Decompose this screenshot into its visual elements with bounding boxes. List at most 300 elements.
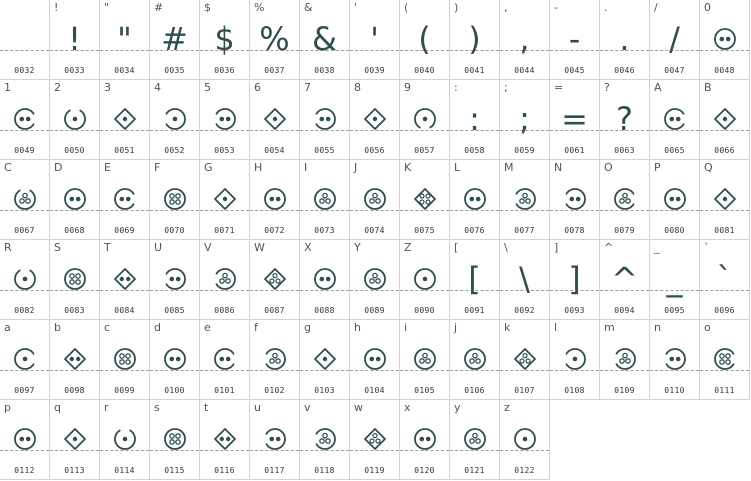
glyph-key-label: ] — [554, 241, 559, 254]
glyph-code: 0120 — [414, 466, 435, 475]
glyph-code: 0114 — [114, 466, 135, 475]
glyph-key-label: ` — [704, 241, 710, 254]
circle-dots-icon — [300, 256, 349, 302]
glyph-cell — [200, 400, 250, 480]
glyph-cell — [100, 0, 150, 80]
glyph-cell — [400, 160, 450, 240]
glyph-cell — [100, 80, 150, 160]
circle-dots-icon — [600, 336, 649, 382]
glyph-code: 0052 — [164, 146, 185, 155]
glyph-key-label: . — [604, 1, 608, 14]
glyph-key-label: v — [304, 401, 311, 414]
glyph-character: % — [259, 20, 290, 58]
glyph-key-label: 9 — [404, 81, 411, 94]
glyph-key-label: ! — [54, 1, 59, 14]
glyph-code: 0108 — [564, 386, 585, 395]
glyph-character: \ — [519, 260, 530, 298]
glyph-cell — [300, 240, 350, 320]
glyph-code: 0091 — [464, 306, 485, 315]
glyph-key-label: " — [104, 1, 110, 14]
glyph-cell — [650, 0, 700, 80]
glyph-key-label: H — [254, 161, 263, 174]
glyph-key-label: x — [404, 401, 411, 414]
glyph-character: $ — [214, 20, 235, 58]
circle-dots-icon — [200, 256, 249, 302]
glyph-cell — [700, 0, 750, 80]
glyph-cell — [600, 0, 650, 80]
glyph-key-label: V — [204, 241, 212, 254]
glyph-key-label: z — [504, 401, 510, 414]
glyph-key-label: y — [454, 401, 461, 414]
glyph-key-label: - — [554, 1, 558, 14]
glyph-code: 0118 — [314, 466, 335, 475]
glyph-cell — [350, 160, 400, 240]
glyph-code: 0055 — [314, 146, 335, 155]
glyph-key-label: s — [154, 401, 160, 414]
glyph-key-label: _ — [654, 241, 660, 254]
glyph-key-label: S — [54, 241, 61, 254]
glyph-code: 0071 — [214, 226, 235, 235]
glyph-code: 0044 — [514, 66, 535, 75]
circle-dots-icon — [500, 416, 549, 462]
glyph-code: 0068 — [64, 226, 85, 235]
glyph-key-label: m — [604, 321, 615, 334]
circle-dots-icon — [150, 256, 199, 302]
glyph-cell — [300, 160, 350, 240]
glyph-key-label: u — [254, 401, 261, 414]
glyph-code: 0053 — [214, 146, 235, 155]
glyph-character: ! — [68, 20, 81, 58]
diamond-dots-icon — [300, 336, 349, 382]
glyph-code: 0045 — [564, 66, 585, 75]
circle-dots-icon — [500, 176, 549, 222]
glyph-cell — [250, 0, 300, 80]
glyph-code: 0109 — [614, 386, 635, 395]
glyph-character: / — [669, 20, 680, 58]
glyph-key-label: l — [554, 321, 558, 334]
glyph-cell — [550, 320, 600, 400]
glyph-key-label: ? — [604, 81, 610, 94]
glyph-code: 0050 — [64, 146, 85, 155]
glyph-code: 0059 — [514, 146, 535, 155]
circle-dots-icon — [350, 256, 399, 302]
circle-dots-icon — [100, 176, 149, 222]
glyph-key-label: d — [154, 321, 161, 334]
glyph-code: 0095 — [664, 306, 685, 315]
glyph-key-label: p — [4, 401, 11, 414]
glyph-code: 0074 — [364, 226, 385, 235]
circle-dots-icon — [700, 16, 749, 62]
circle-dots-icon — [650, 96, 699, 142]
glyph-code: 0066 — [714, 146, 735, 155]
glyph-code: 0119 — [364, 466, 385, 475]
glyph-character: ; — [519, 100, 530, 138]
glyph-key-label: P — [654, 161, 661, 174]
glyph-code: 0057 — [414, 146, 435, 155]
glyph-key-label: # — [154, 1, 164, 14]
glyph-code: 0096 — [714, 306, 735, 315]
glyph-cell — [350, 400, 400, 480]
glyph-code: 0073 — [314, 226, 335, 235]
glyph-key-label: A — [654, 81, 662, 94]
glyph-key-label: 7 — [304, 81, 311, 94]
glyph-cell — [550, 160, 600, 240]
glyph-cell — [200, 160, 250, 240]
glyph-key-label: % — [254, 1, 265, 14]
glyph-key-label: k — [504, 321, 511, 334]
glyph-key-label: L — [454, 161, 461, 174]
circle-dots-icon — [50, 176, 99, 222]
glyph-code: 0097 — [14, 386, 35, 395]
diamond-dots-icon — [350, 416, 399, 462]
glyph-cell — [100, 240, 150, 320]
glyph-cell — [0, 240, 50, 320]
glyph-cell — [400, 240, 450, 320]
glyph-cell — [50, 80, 100, 160]
diamond-dots-icon — [350, 96, 399, 142]
glyph-code: 0075 — [414, 226, 435, 235]
glyph-cell — [400, 0, 450, 80]
glyph-code: 0033 — [64, 66, 85, 75]
diamond-dots-icon — [250, 96, 299, 142]
circle-dots-icon — [100, 416, 149, 462]
glyph-cell — [600, 160, 650, 240]
glyph-cell — [50, 0, 100, 80]
glyph-cell — [0, 160, 50, 240]
glyph-code: 0113 — [64, 466, 85, 475]
circle-dots-icon — [250, 176, 299, 222]
diamond-dots-icon — [250, 256, 299, 302]
glyph-code: 0041 — [464, 66, 485, 75]
glyph-character: ^ — [611, 260, 638, 298]
glyph-key-label: ) — [454, 1, 459, 14]
glyph-code: 0076 — [464, 226, 485, 235]
circle-dots-icon — [250, 336, 299, 382]
glyph-cell — [250, 320, 300, 400]
glyph-cell — [300, 320, 350, 400]
glyph-key-label: e — [204, 321, 211, 334]
glyph-code: 0065 — [664, 146, 685, 155]
circle-dots-icon — [700, 336, 749, 382]
glyph-code: 0061 — [564, 146, 585, 155]
circle-dots-icon — [150, 416, 199, 462]
glyph-key-label: T — [104, 241, 111, 254]
circle-dots-icon — [150, 96, 199, 142]
diamond-dots-icon — [200, 416, 249, 462]
glyph-code: 0088 — [314, 306, 335, 315]
glyph-code: 0117 — [264, 466, 285, 475]
glyph-cell — [50, 160, 100, 240]
glyph-cell — [350, 80, 400, 160]
glyph-code: 0101 — [214, 386, 235, 395]
glyph-character: ) — [468, 20, 481, 58]
glyph-key-label: ' — [354, 1, 358, 14]
glyph-code: 0090 — [414, 306, 435, 315]
circle-dots-icon — [550, 176, 599, 222]
glyph-cell — [250, 80, 300, 160]
circle-dots-icon — [0, 176, 49, 222]
glyph-cell — [500, 400, 550, 480]
glyph-cell — [300, 400, 350, 480]
glyph-code: 0069 — [114, 226, 135, 235]
glyph-cell — [700, 160, 750, 240]
glyph-code: 0078 — [564, 226, 585, 235]
diamond-dots-icon — [100, 96, 149, 142]
glyph-code: 0077 — [514, 226, 535, 235]
glyph-cell — [600, 80, 650, 160]
glyph-cell — [700, 80, 750, 160]
glyph-cell — [550, 80, 600, 160]
glyph-key-label: w — [354, 401, 363, 414]
glyph-cell — [500, 160, 550, 240]
diamond-dots-icon — [500, 336, 549, 382]
glyph-cell — [150, 320, 200, 400]
glyph-key-label: Z — [404, 241, 412, 254]
glyph-cell — [500, 80, 550, 160]
glyph-code: 0102 — [264, 386, 285, 395]
glyph-key-label: q — [54, 401, 61, 414]
glyph-key-label: = — [554, 81, 564, 94]
glyph-code: 0072 — [264, 226, 285, 235]
glyph-key-label: i — [404, 321, 408, 334]
glyph-code: 0081 — [714, 226, 735, 235]
glyph-code: 0032 — [14, 66, 35, 75]
glyph-key-label: K — [404, 161, 412, 174]
glyph-cell — [250, 400, 300, 480]
glyph-code: 0051 — [114, 146, 135, 155]
circle-dots-icon — [300, 96, 349, 142]
glyph-code: 0087 — [264, 306, 285, 315]
glyph-key-label: F — [154, 161, 161, 174]
glyph-code: 0099 — [114, 386, 135, 395]
glyph-cell — [350, 240, 400, 320]
circle-dots-icon — [100, 336, 149, 382]
glyph-key-label: a — [4, 321, 11, 334]
glyph-key-label: f — [254, 321, 258, 334]
glyph-key-label: [ — [454, 241, 459, 254]
glyph-code: 0079 — [614, 226, 635, 235]
glyph-key-label: E — [104, 161, 111, 174]
glyph-key-label: D — [54, 161, 63, 174]
glyph-character: - — [568, 20, 581, 58]
circle-dots-icon — [50, 96, 99, 142]
glyph-code: 0110 — [664, 386, 685, 395]
circle-dots-icon — [50, 256, 99, 302]
glyph-cell — [100, 400, 150, 480]
glyph-cell — [650, 80, 700, 160]
glyph-cell — [250, 240, 300, 320]
glyph-code: 0039 — [364, 66, 385, 75]
circle-dots-icon — [450, 176, 499, 222]
glyph-key-label: h — [354, 321, 361, 334]
glyph-code: 0086 — [214, 306, 235, 315]
glyph-code: 0056 — [364, 146, 385, 155]
glyph-code: 0040 — [414, 66, 435, 75]
glyph-key-label: B — [704, 81, 712, 94]
glyph-key-label: M — [504, 161, 514, 174]
diamond-dots-icon — [50, 336, 99, 382]
glyph-cell — [100, 160, 150, 240]
glyph-key-label: j — [454, 321, 458, 334]
glyph-key-label: r — [104, 401, 109, 414]
glyph-key-label: Q — [704, 161, 713, 174]
diamond-dots-icon — [700, 96, 749, 142]
diamond-dots-icon — [700, 176, 749, 222]
glyph-cell — [50, 400, 100, 480]
glyph-code: 0115 — [164, 466, 185, 475]
glyph-key-label: ; — [504, 81, 508, 94]
glyph-cell — [350, 0, 400, 80]
glyph-cell — [700, 240, 750, 320]
circle-dots-icon — [0, 96, 49, 142]
glyph-character: " — [117, 20, 132, 58]
glyph-key-label: 1 — [4, 81, 11, 94]
glyph-key-label: J — [354, 161, 358, 174]
glyph-code: 0112 — [14, 466, 35, 475]
circle-dots-icon — [400, 416, 449, 462]
glyph-code: 0111 — [714, 386, 735, 395]
glyph-character: # — [161, 20, 188, 58]
glyph-cell — [0, 320, 50, 400]
glyph-cell — [650, 320, 700, 400]
glyph-cell — [200, 0, 250, 80]
glyph-code: 0103 — [314, 386, 335, 395]
glyph-cell — [50, 320, 100, 400]
circle-dots-icon — [650, 176, 699, 222]
glyph-code: 0054 — [264, 146, 285, 155]
glyph-cell — [450, 80, 500, 160]
circle-dots-icon — [0, 336, 49, 382]
glyph-cell — [450, 320, 500, 400]
glyph-cell — [200, 320, 250, 400]
glyph-key-label: G — [204, 161, 213, 174]
glyph-key-label: ( — [404, 1, 409, 14]
glyph-code: 0067 — [14, 226, 35, 235]
glyph-character: ` — [716, 260, 733, 298]
glyph-key-label: : — [454, 81, 458, 94]
circle-dots-icon — [450, 336, 499, 382]
glyph-cell — [150, 0, 200, 80]
glyph-cell — [500, 0, 550, 80]
glyph-code: 0035 — [164, 66, 185, 75]
glyph-cell — [200, 80, 250, 160]
glyph-cell — [400, 80, 450, 160]
glyph-cell — [150, 80, 200, 160]
circle-dots-icon — [200, 336, 249, 382]
glyph-character: ] — [568, 260, 581, 298]
glyph-cell — [450, 240, 500, 320]
glyph-cell — [350, 320, 400, 400]
glyph-code: 0100 — [164, 386, 185, 395]
glyph-code: 0106 — [464, 386, 485, 395]
glyph-key-label: 2 — [54, 81, 61, 94]
glyph-key-label: N — [554, 161, 563, 174]
glyph-code: 0063 — [614, 146, 635, 155]
glyph-character: & — [312, 20, 337, 58]
diamond-dots-icon — [400, 176, 449, 222]
glyph-code: 0089 — [364, 306, 385, 315]
glyph-cell — [450, 0, 500, 80]
glyph-key-label: R — [4, 241, 12, 254]
glyph-cell — [150, 160, 200, 240]
glyph-cell — [600, 320, 650, 400]
glyph-code: 0104 — [364, 386, 385, 395]
glyph-key-label: 0 — [704, 1, 711, 14]
glyph-code: 0105 — [414, 386, 435, 395]
circle-dots-icon — [300, 176, 349, 222]
circle-dots-icon — [400, 336, 449, 382]
glyph-code: 0107 — [514, 386, 535, 395]
glyph-code: 0094 — [614, 306, 635, 315]
glyph-character: ' — [370, 20, 379, 58]
glyph-key-label: ^ — [604, 241, 614, 254]
glyph-code: 0093 — [564, 306, 585, 315]
glyph-code: 0058 — [464, 146, 485, 155]
glyph-code: 0121 — [464, 466, 485, 475]
glyph-code: 0036 — [214, 66, 235, 75]
circle-dots-icon — [350, 176, 399, 222]
glyph-cell — [450, 160, 500, 240]
glyph-key-label: O — [604, 161, 613, 174]
glyph-key-label: 8 — [354, 81, 361, 94]
circle-dots-icon — [150, 336, 199, 382]
glyph-cell — [0, 80, 50, 160]
glyph-code: 0034 — [114, 66, 135, 75]
glyph-key-label: / — [654, 1, 658, 14]
glyph-key-label: o — [704, 321, 711, 334]
glyph-key-label: n — [654, 321, 661, 334]
glyph-character: , — [519, 20, 530, 58]
glyph-cell — [200, 240, 250, 320]
glyph-cell — [150, 240, 200, 320]
glyph-code: 0048 — [714, 66, 735, 75]
circle-dots-icon — [650, 336, 699, 382]
circle-dots-icon — [600, 176, 649, 222]
glyph-key-label: g — [304, 321, 311, 334]
glyph-code: 0082 — [14, 306, 35, 315]
glyph-code: 0098 — [64, 386, 85, 395]
circle-dots-icon — [400, 256, 449, 302]
diamond-dots-icon — [200, 176, 249, 222]
glyph-key-label: W — [254, 241, 265, 254]
glyph-key-label: 3 — [104, 81, 111, 94]
glyph-key-label: U — [154, 241, 163, 254]
glyph-cell — [300, 0, 350, 80]
glyph-key-label: b — [54, 321, 61, 334]
glyph-key-label: c — [104, 321, 111, 334]
circle-dots-icon — [400, 96, 449, 142]
glyph-character: ( — [418, 20, 431, 58]
glyph-cell — [700, 320, 750, 400]
glyph-code: 0038 — [314, 66, 335, 75]
glyph-character: _ — [666, 260, 683, 298]
glyph-cell — [400, 320, 450, 400]
glyph-key-label: t — [204, 401, 209, 414]
circle-dots-icon — [300, 416, 349, 462]
glyph-character: ? — [616, 100, 633, 138]
diamond-dots-icon — [100, 256, 149, 302]
glyph-key-label: 4 — [154, 81, 161, 94]
glyph-cell — [400, 400, 450, 480]
glyph-key-label: I — [304, 161, 308, 174]
circle-dots-icon — [250, 416, 299, 462]
glyph-cell — [650, 240, 700, 320]
circle-dots-icon — [150, 176, 199, 222]
glyph-character: = — [561, 100, 588, 138]
glyph-cell — [300, 80, 350, 160]
glyph-key-label: X — [304, 241, 312, 254]
glyph-code: 0037 — [264, 66, 285, 75]
